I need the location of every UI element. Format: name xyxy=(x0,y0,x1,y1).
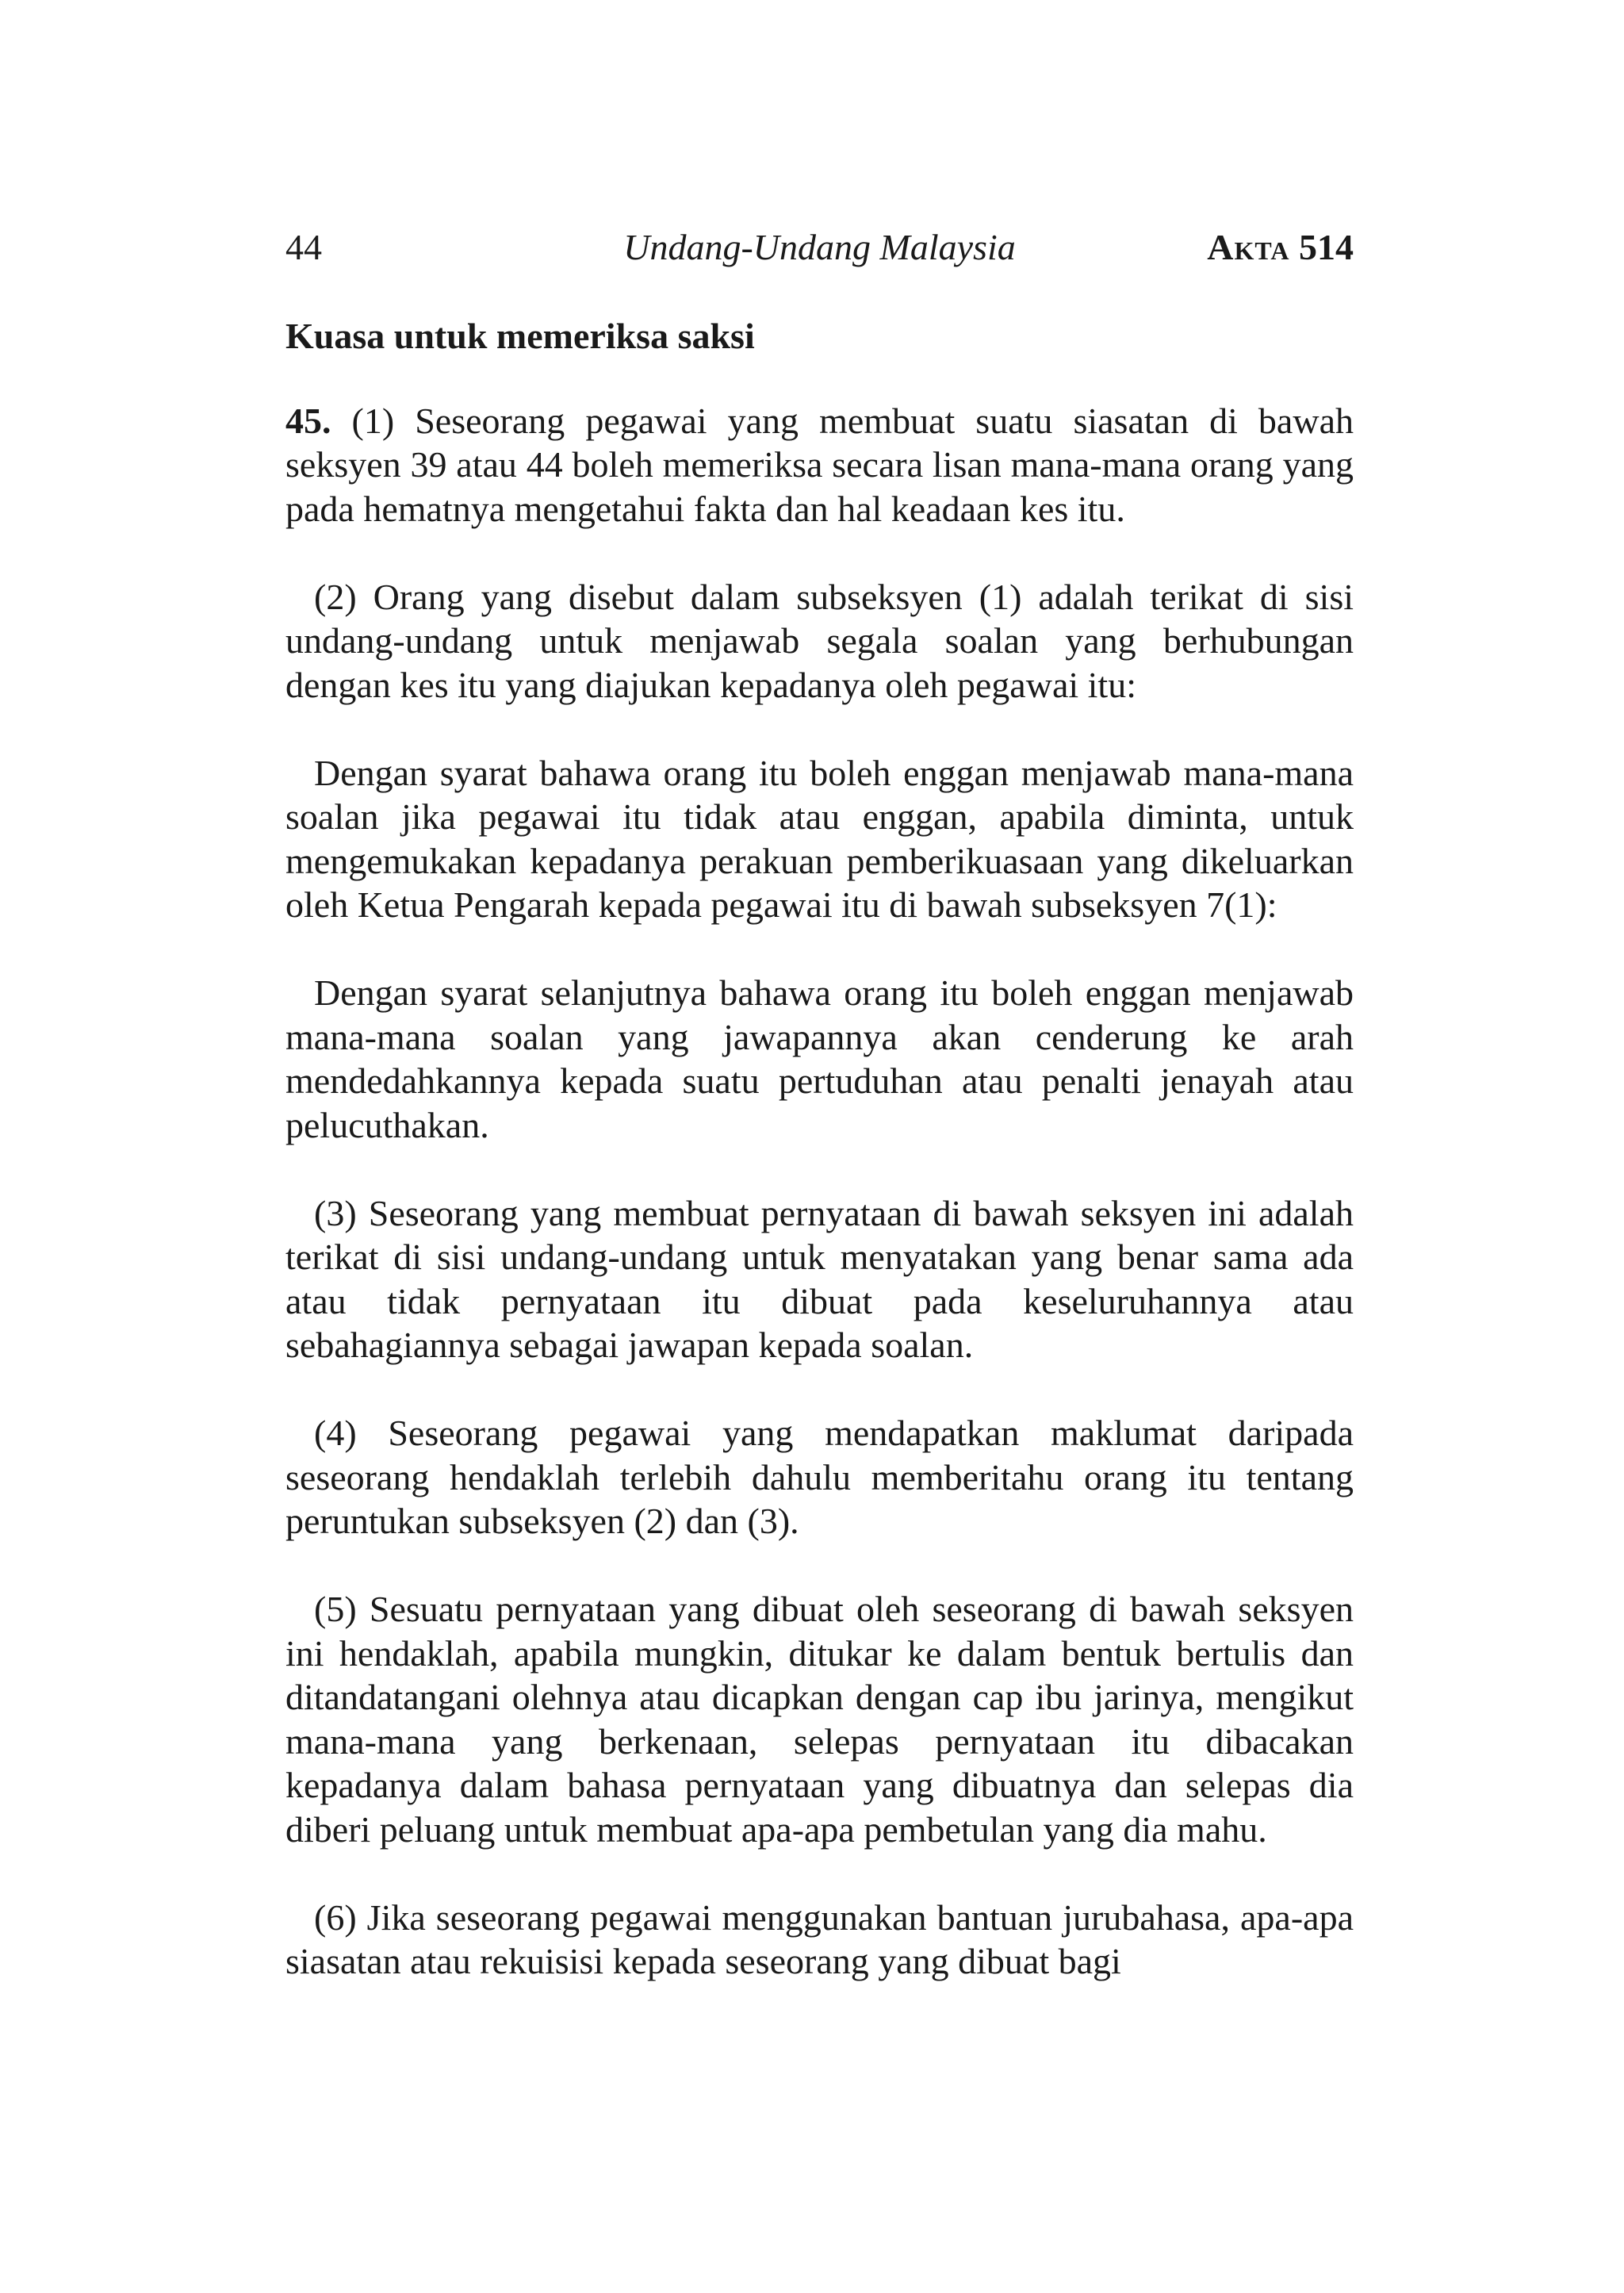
section-heading: Kuasa untuk memeriksa saksi xyxy=(285,316,755,356)
act-reference xyxy=(1207,224,1354,271)
subsection-5: (5) Sesuatu pernyataan yang dibuat oleh seseorang di bawah seksyen ini hendaklah, apabila mungkin, ditukar ke dalam bentuk bertulis dan ditandatangani olehnya atau dicapkan dengan cap ibu jarinya, mengikut mana-mana yang berkenaan, selepas pernyataan itu dibacakan kepadanya dalam bahasa pernyataan yang dibuatnya dan selepas dia diberi peluang untuk membuat apa-apa pembetulan yang dia mahu. xyxy=(285,1589,1354,1850)
subsection-3: (3) Seseorang yang membuat pernyataan di bawah seksyen ini adalah terikat di sisi undang-undang untuk menyatakan yang benar sama ada atau tidak pernyataan itu dibuat pada keseluruhannya atau sebahagiannya sebagai jawapan kepada soalan. xyxy=(285,1192,1354,1365)
subsection-4: (4) Seseorang pegawai yang mendapatkan maklumat daripada seseorang hendaklah terlebih dahulu memberitahu orang itu tentang peruntukan subseksyen (2) dan (3). xyxy=(285,1413,1354,1541)
act-label: Akta xyxy=(1207,227,1290,267)
section-number: 45. xyxy=(285,400,331,441)
subsection-1 xyxy=(285,399,1354,531)
section-body xyxy=(285,314,1354,2027)
subsection-2: (2) Orang yang disebut dalam subseksyen (1) adalah terikat di sisi undang-undang untuk menjawab segala soalan yang berhubungan dengan kes itu yang diajukan kepadanya oleh pegawai itu: xyxy=(285,576,1354,705)
subsection-1-text: (1) Seseorang pegawai yang membuat suatu siasatan di bawah seksyen 39 atau 44 boleh memeriksa secara lisan mana-mana orang yang pada hematnya mengetahui fakta dan hal keadaan kes itu. xyxy=(285,400,1354,529)
running-header xyxy=(285,224,1354,271)
proviso-2: Dengan syarat selanjutnya bahawa orang itu boleh enggan menjawab mana-mana soalan yang jawapannya akan cenderung ke arah mendedahkannya kepada suatu pertuduhan atau penalti jenayah atau pelucuthakan. xyxy=(285,972,1354,1145)
running-title: Undang-Undang Malaysia xyxy=(623,227,1016,267)
page-number: 44 xyxy=(285,227,322,267)
subsection-6: (6) Jika seseorang pegawai menggunakan bantuan jurubahasa, apa-apa siasatan atau rekuisisi kepada seseorang yang dibuat bagi xyxy=(285,1896,1354,1981)
proviso-1: Dengan syarat bahawa orang itu boleh enggan menjawab mana-mana soalan jika pegawai itu tidak atau enggan, apabila diminta, untuk mengemukakan kepadanya perakuan pemberikuasaan yang dikeluarkan oleh Ketua Pengarah kepada pegawai itu di bawah subseksyen 7(1): xyxy=(285,752,1354,925)
act-number: 514 xyxy=(1299,227,1354,267)
